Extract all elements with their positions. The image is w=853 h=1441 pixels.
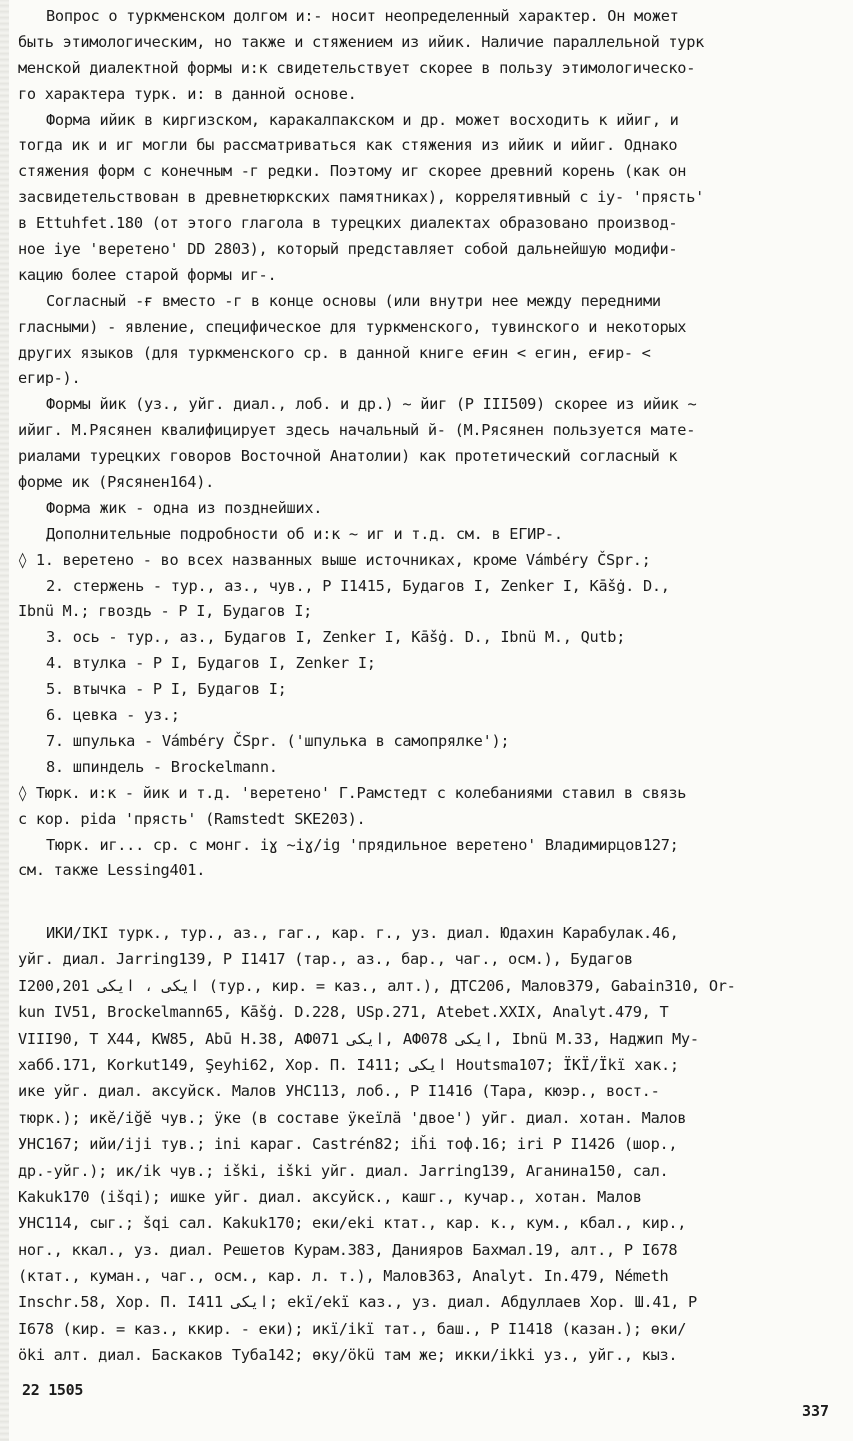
dictionary-entry-iki [18, 920, 833, 1369]
text-line: ное iye 'веретено' DD 2803), который представляет собой дальнейшую модифи- [18, 240, 678, 259]
text-line: гласными) - явление, специфическое для туркменского, тувинского и некоторых [18, 317, 687, 336]
text-line: др.-уйг.); ик/ik чув.; iški, iški уйг. диал. Jarring139, Аганина150, сал. [18, 1161, 669, 1180]
text-line: ийиг. М.Рясянен квалифицирует здесь начальный й- (М.Рясянен пользуется мате- [18, 421, 696, 440]
text-line: Ibnü M.; гвоздь - Р I, Будагов I; [18, 602, 313, 621]
text-line: менской диалектной формы и:к свидетельствует скорее в пользу этимологическо- [18, 58, 696, 77]
text-line: ◊ 1. веретено - во всех названных выше источниках, кроме Vámbéry ČSpr.; [18, 550, 651, 569]
text-line: kun IV51, Brockelmann65, Kāšġ. D.228, USp.271, Atebet.XXIX, Analyt.479, T [18, 1003, 669, 1022]
text-line: Форма жик - одна из позднейших. [46, 498, 323, 517]
text-line: риалами турецких говоров Восточной Анатолии) как протетический согласный к [18, 447, 678, 466]
text-line: (ктат., куман., чаг., осм., кар. л. т.), Малов363, Analyt. In.479, Németh [18, 1267, 669, 1286]
text-line: Вопрос о туркменском долгом и:- носит неопределенный характер. Он может [46, 7, 679, 25]
text-line: см. также Lessing401. [18, 861, 206, 880]
text-line: ног., ккал., уз. диал. Решетов Курам.383, Данияров Бахмал.19, алт., Р I678 [18, 1240, 678, 1259]
text-line: уйг. диал. Jarring139, Р I1417 (тар., аз., бар., чаг., осм.), Будагов [18, 950, 633, 969]
text-line: Форма ийик в киргизском, каракалпакском и др. может восходить к ийиг, и [46, 110, 679, 129]
text-line: го характера турк. и: в данной основе. [18, 84, 357, 103]
text-line: 8. шпиндель - Brockelmann. [46, 757, 278, 776]
text-line: 5. втычка - Р I, Будагов I; [46, 680, 287, 699]
text-line: форме ик (Рясянен164). [18, 473, 215, 492]
text-line: тогда ик и иг могли бы рассматриваться как стяжения из ийик и ийиг. Однако [18, 136, 678, 155]
text-line: Формы йик (уз., уйг. диал., лоб. и др.) ~ йиг (Р III509) скорее из ийик ~ [46, 395, 697, 414]
sheet-signature: 22 1505 [22, 1381, 84, 1399]
etymology-discussion [18, 4, 833, 884]
text-line: ИКИ/IKI турк., тур., аз., гаг., кар. г., уз. диал. Юдахин Карабулак.46, [46, 924, 679, 942]
page-number: 337 [802, 1402, 830, 1420]
text-line: 2. стержень - тур., аз., чув., Р I1415, Будагов I, Zenker I, Kāšġ. D., [46, 576, 670, 595]
text-line: егир-). [18, 369, 81, 388]
text-line: кацию более старой формы иг-. [18, 265, 277, 284]
text-line: ◊ Тюрк. и:к - йик и т.д. 'веретено' Г.Рамстедт с колебаниями ставил в связь [18, 783, 687, 802]
text-line: УНС167; ийи/iji тув.; ini караг. Castrén82; iȟi тоф.16; iri Р I1426 (шор., [18, 1135, 678, 1154]
text-line: 7. шпулька - Vámbéry ČSpr. ('шпулька в самопрялке'); [46, 731, 510, 750]
text-line: с кор. pida 'прясть' (Ramstedt SKE203). [18, 809, 366, 828]
scan-binding-edge [0, 0, 9, 1441]
text-line: I678 (кир. = каз., ккир. - еки); икï/ikï тат., баш., Р I1418 (казан.); өки/ [18, 1319, 687, 1338]
text-line: стяжения форм с конечным -г редки. Поэтому иг скорее древний корень (как он [18, 162, 687, 181]
text-line: 4. втулка - Р I, Будагов I, Zenker I; [46, 654, 376, 673]
text-line: I200,201 ايكى ، ايكى (тур., кир. = каз., алт.), ДТС206, Малов379, Gabain310, Or- [18, 976, 736, 995]
text-line: öki алт. диал. Баскаков Туба142; өку/ökü там же; икки/ikki уз., уйг., кыз. [18, 1346, 678, 1365]
text-line: других языков (для туркменского ср. в данной книге еғин < егин, еғир- < [18, 343, 651, 362]
text-line: быть этимологическим, но также и стяжением из ийик. Наличие параллельной турк [18, 32, 705, 51]
text-line: УНС114, сыг.; šqi сал. Kakuk170; еки/eki ктат., кар. к., кум., кбал., кир., [18, 1214, 687, 1233]
text-line: Kakuk170 (išqi); ишке уйг. диал. аксуйск., кашг., кучар., хотан. Малов [18, 1187, 642, 1206]
text-line: ике уйг. диал. аксуйск. Малов УНС113, лоб., Р I1416 (Тара, кюэр., вост.- [18, 1082, 660, 1101]
text-line: засвидетельствован в древнетюркских памятниках), коррелятивный с iy- 'прясть' [18, 188, 705, 207]
text-line: 3. ось - тур., аз., Будагов I, Zenker I, Kāšġ. D., Ibnü M., Qutb; [46, 628, 626, 647]
text-line: VIII90, T X44, KW85, Abū H.38, АФ071 ايكى, АФ078 ايكى, Ibnü M.33, Наджип Му- [18, 1029, 699, 1048]
text-line: Согласный -ғ вместо -г в конце основы (или внутри нее между передними [46, 291, 661, 310]
text-line: Inschr.58, Хор. П. I411 ايكى; ekï/ekï каз., уз. диал. Абдуллаев Хор. Ш.41, Р [18, 1293, 697, 1312]
text-line: Тюрк. иг... ср. с монг. iɣ ~iɣ/ig 'прядильное веретено' Владимирцов127; [46, 835, 679, 854]
text-line: Дополнительные подробности об и:к ~ иг и т.д. см. в ЕГИР-. [46, 524, 563, 543]
text-line: 6. цевка - уз.; [46, 706, 180, 725]
text-line: в Ettuhfet.180 (от этого глагола в турецких диалектах образовано производ- [18, 214, 678, 233]
text-line: тюрк.); икĕ/iğĕ чув.; ӱке (в составе ӱкеїлä 'двое') уйг. диал. хотан. Малов [18, 1108, 687, 1127]
text-line: хабб.171, Korkut149, Şeyhi62, Хор. П. I411; ايكى Houtsma107; ÏKÏ/Ïkï хак.; [18, 1055, 679, 1074]
